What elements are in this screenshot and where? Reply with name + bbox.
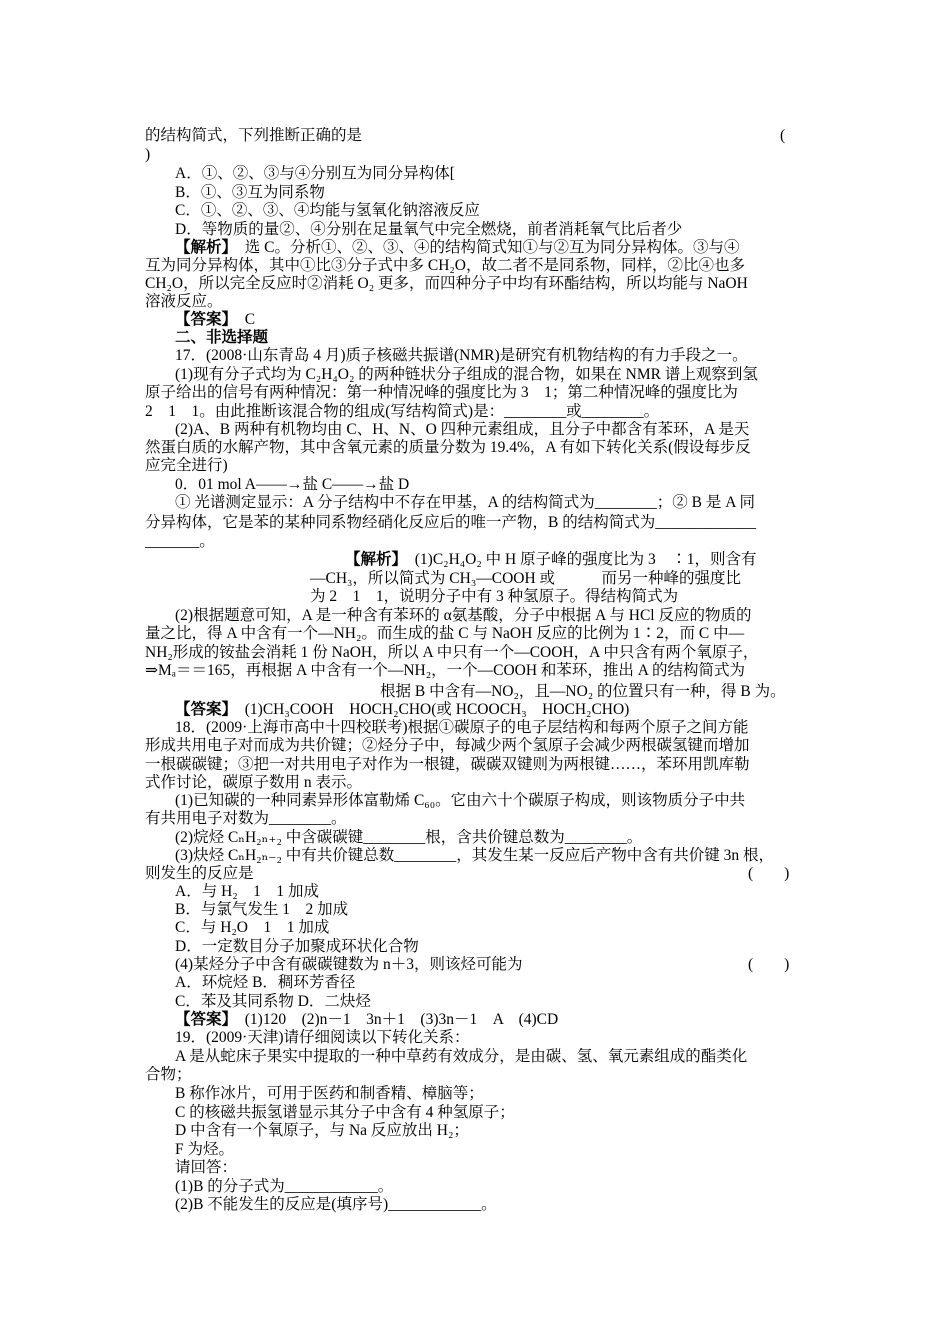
text-line: 互为同分异构体，其中①比③分子式中多 CH₂O，故二者不是同系物，同样，②比④也多 <box>145 257 746 274</box>
text-line: 式作讨论，碳原子数用 n 表示。 <box>145 774 363 791</box>
text-line: 然蛋白质的水解产物，其中含氧元素的质量分数为 19.4%，A 有如下转化关系(假设每步反 <box>145 439 751 456</box>
text-line: (4)某烃分子中含有碳碳键数为 n＋3，则该烃可能为 <box>175 956 523 973</box>
text-line: B 称作冰片，可用于医药和制香精、樟脑等； <box>175 1085 484 1102</box>
text-line: 合物； <box>145 1066 192 1083</box>
text-line: ⇒Mₐ＝＝165，再根据 A 中含有一个—NH₂，一个—COOH 和苯环，推出 A 的结构简式为 <box>145 662 746 679</box>
text-line: (2)A、B 两种有机物均由 C、H、N、O 四种元素组成，且分子中都含有苯环，A 是天 <box>175 421 750 438</box>
text-line: (2)B 不能发生的反应是(填序号)____________。 <box>175 1196 497 1213</box>
text-line: 为 2 1 1，说明分子中有 3 种氢原子。得结构简式为 <box>310 588 679 605</box>
answer-bracket: ( ) <box>748 865 790 882</box>
text-line: (2)烷烃 CₙH₂ₙ₊₂ 中含碳碳键________根，含共价键总数为________。 <box>175 829 643 846</box>
text-line: —CH₃，所以简式为 CH₃—COOH 或 而另一种峰的强度比 <box>310 570 742 587</box>
text-line: 一根碳碳键；③把一对共用电子对作为一根键，碳碳双键则为两根键……，苯环用凯库勒 <box>145 756 750 773</box>
question-17: 17．(2008·山东青岛 4 月)质子核磁共振谱(NMR)是研究有机物结构的有力手段之一。 <box>175 347 748 364</box>
text-line: 的结构简式，下列推断正确的是 <box>145 127 363 144</box>
text-line: (1)现有分子式均为 C₂H₄O₂ 的两种链状分子组成的混合物，如果在 NMR 谱上观察到氢 <box>175 366 758 383</box>
text-line: CH₂O，所以完全反应时②消耗 O₂ 更多，而四种分子中均有环酯结构，所以均能与 NaOH <box>145 275 748 292</box>
answer-line: 【答案】 (1)120 (2)n－1 3n＋1 (3)3n－1 A (4)CD <box>175 1011 559 1028</box>
option-d: D．等物质的量②、④分别在足量氧气中完全燃烧，前者消耗氧气比后者少 <box>175 221 683 238</box>
option-b: B．与氯气发生 1 2 加成 <box>175 901 349 918</box>
text-line: C 的核磁共振氢谱显示其分子中含有 4 种氢原子； <box>175 1104 515 1121</box>
text-line: 有共用电子对数为________。 <box>145 810 347 827</box>
answer-line: 【答案】 (1)CH₃COOH HOCH₂CHO(或 HCOOCH₃ HOCH₂CHO) <box>175 701 630 718</box>
option-d: D．一定数目分子加聚成环状化合物 <box>175 938 419 955</box>
analysis-line: 【解析】 (1)C₂H₄O₂ 中 H 原子峰的强度比为 3 ∶1，则含有 <box>345 551 757 568</box>
text-line: (3)炔烃 CₙH₂ₙ₋₂ 中有共价键总数________，其发生某一反应后产物中含有共价键 3n 根， <box>175 847 775 864</box>
text-line: ) <box>145 146 151 163</box>
text-line: _______。 <box>145 533 215 550</box>
text-line: 2 1 1。由此推断该混合物的组成(写结构简式)是：________或________。 <box>145 403 660 420</box>
answer-bracket: ( <box>780 127 786 144</box>
text-line: 量之比，得 A 中含有一个—NH₂。而生成的盐 C 与 NaOH 反应的比例为 1∶2，而 C 中— <box>145 625 745 642</box>
text-line: 则发生的反应是 <box>145 865 254 882</box>
text-line: F 为烃。 <box>175 1141 234 1158</box>
text-line: A 是从蛇床子果实中提取的一种中草药有效成分，是由碳、氢、氧元素组成的酯类化 <box>175 1048 748 1065</box>
text-line: (1)已知碳的一种同素异形体富勒烯 C₆₀。它由六十个碳原子构成，则该物质分子中共 <box>175 792 746 809</box>
text-line: (1)B 的分子式为____________。 <box>175 1178 394 1195</box>
text-line: D 中含有一个氧原子，与 Na 反应放出 H₂； <box>175 1122 469 1139</box>
option-ab: A．环烷烃 B．稠环芳香径 <box>175 974 356 991</box>
analysis-line: 【解析】 选 C。分析①、②、③、④的结构简式知①与②互为同分异构体。③与④ <box>175 239 740 256</box>
text-line: 溶液反应。 <box>145 293 223 310</box>
reaction-line: 0．01 mol A——→盐 C——→盐 D <box>175 476 410 493</box>
text-line: 应完全进行) <box>145 457 228 474</box>
option-cd: C．苯及其同系物 D．二炔烃 <box>175 993 371 1010</box>
option-a: A．①、②、③与④分别互为同分异构体[ <box>175 165 455 182</box>
option-c: C．①、②、③、④均能与氢氧化钠溶液反应 <box>175 202 480 219</box>
text-line: ① 光谱测定显示：A 分子结构中不存在甲基，A 的结构简式为________；② B 是 A 同 <box>175 494 755 511</box>
question-18: 18．(2009·上海市高中十四校联考)根据①碳原子的电子层结构和每两个原子之间方能 <box>175 719 749 736</box>
section-heading: 二、非选择题 <box>175 329 269 346</box>
text-line: 原子给出的信号有两种情况：第一种情况峰的强度比为 3 1；第二种情况峰的强度比为 <box>145 384 738 401</box>
text-line: 分异构体，它是苯的某种同系物经硝化反应后的唯一产物，B 的结构简式为_____________ <box>145 514 756 531</box>
answer-line: 【答案】 C <box>175 311 256 328</box>
text-line: 根据 B 中含有—NO₂，且—NO₂ 的位置只有一种，得 B 为。 <box>380 683 786 700</box>
text-line: (2)根据题意可知，A 是一种含有苯环的 α氨基酸，分子中根据 A 与 HCl 反应的物质的 <box>175 607 752 624</box>
option-c: C．与 H₂O 1 1 加成 <box>175 919 330 936</box>
answer-bracket: ( ) <box>748 956 790 973</box>
text-line: NH₂形成的铵盐会消耗 1 份 NaOH，所以 A 中只有一个—COOH，A 中只含有两个氧原子， <box>145 644 759 661</box>
question-19: 19．(2009·天津)请仔细阅读以下转化关系： <box>175 1029 470 1046</box>
option-a: A．与 H₂ 1 1 加成 <box>175 883 320 900</box>
option-b: B．①、③互为同系物 <box>175 184 325 201</box>
text-line: 请回答： <box>175 1159 238 1176</box>
text-line: 形成共用电子对而成为共价键；②烃分子中，每减少两个氢原子会减少两根碳氢键而增加 <box>145 737 750 754</box>
